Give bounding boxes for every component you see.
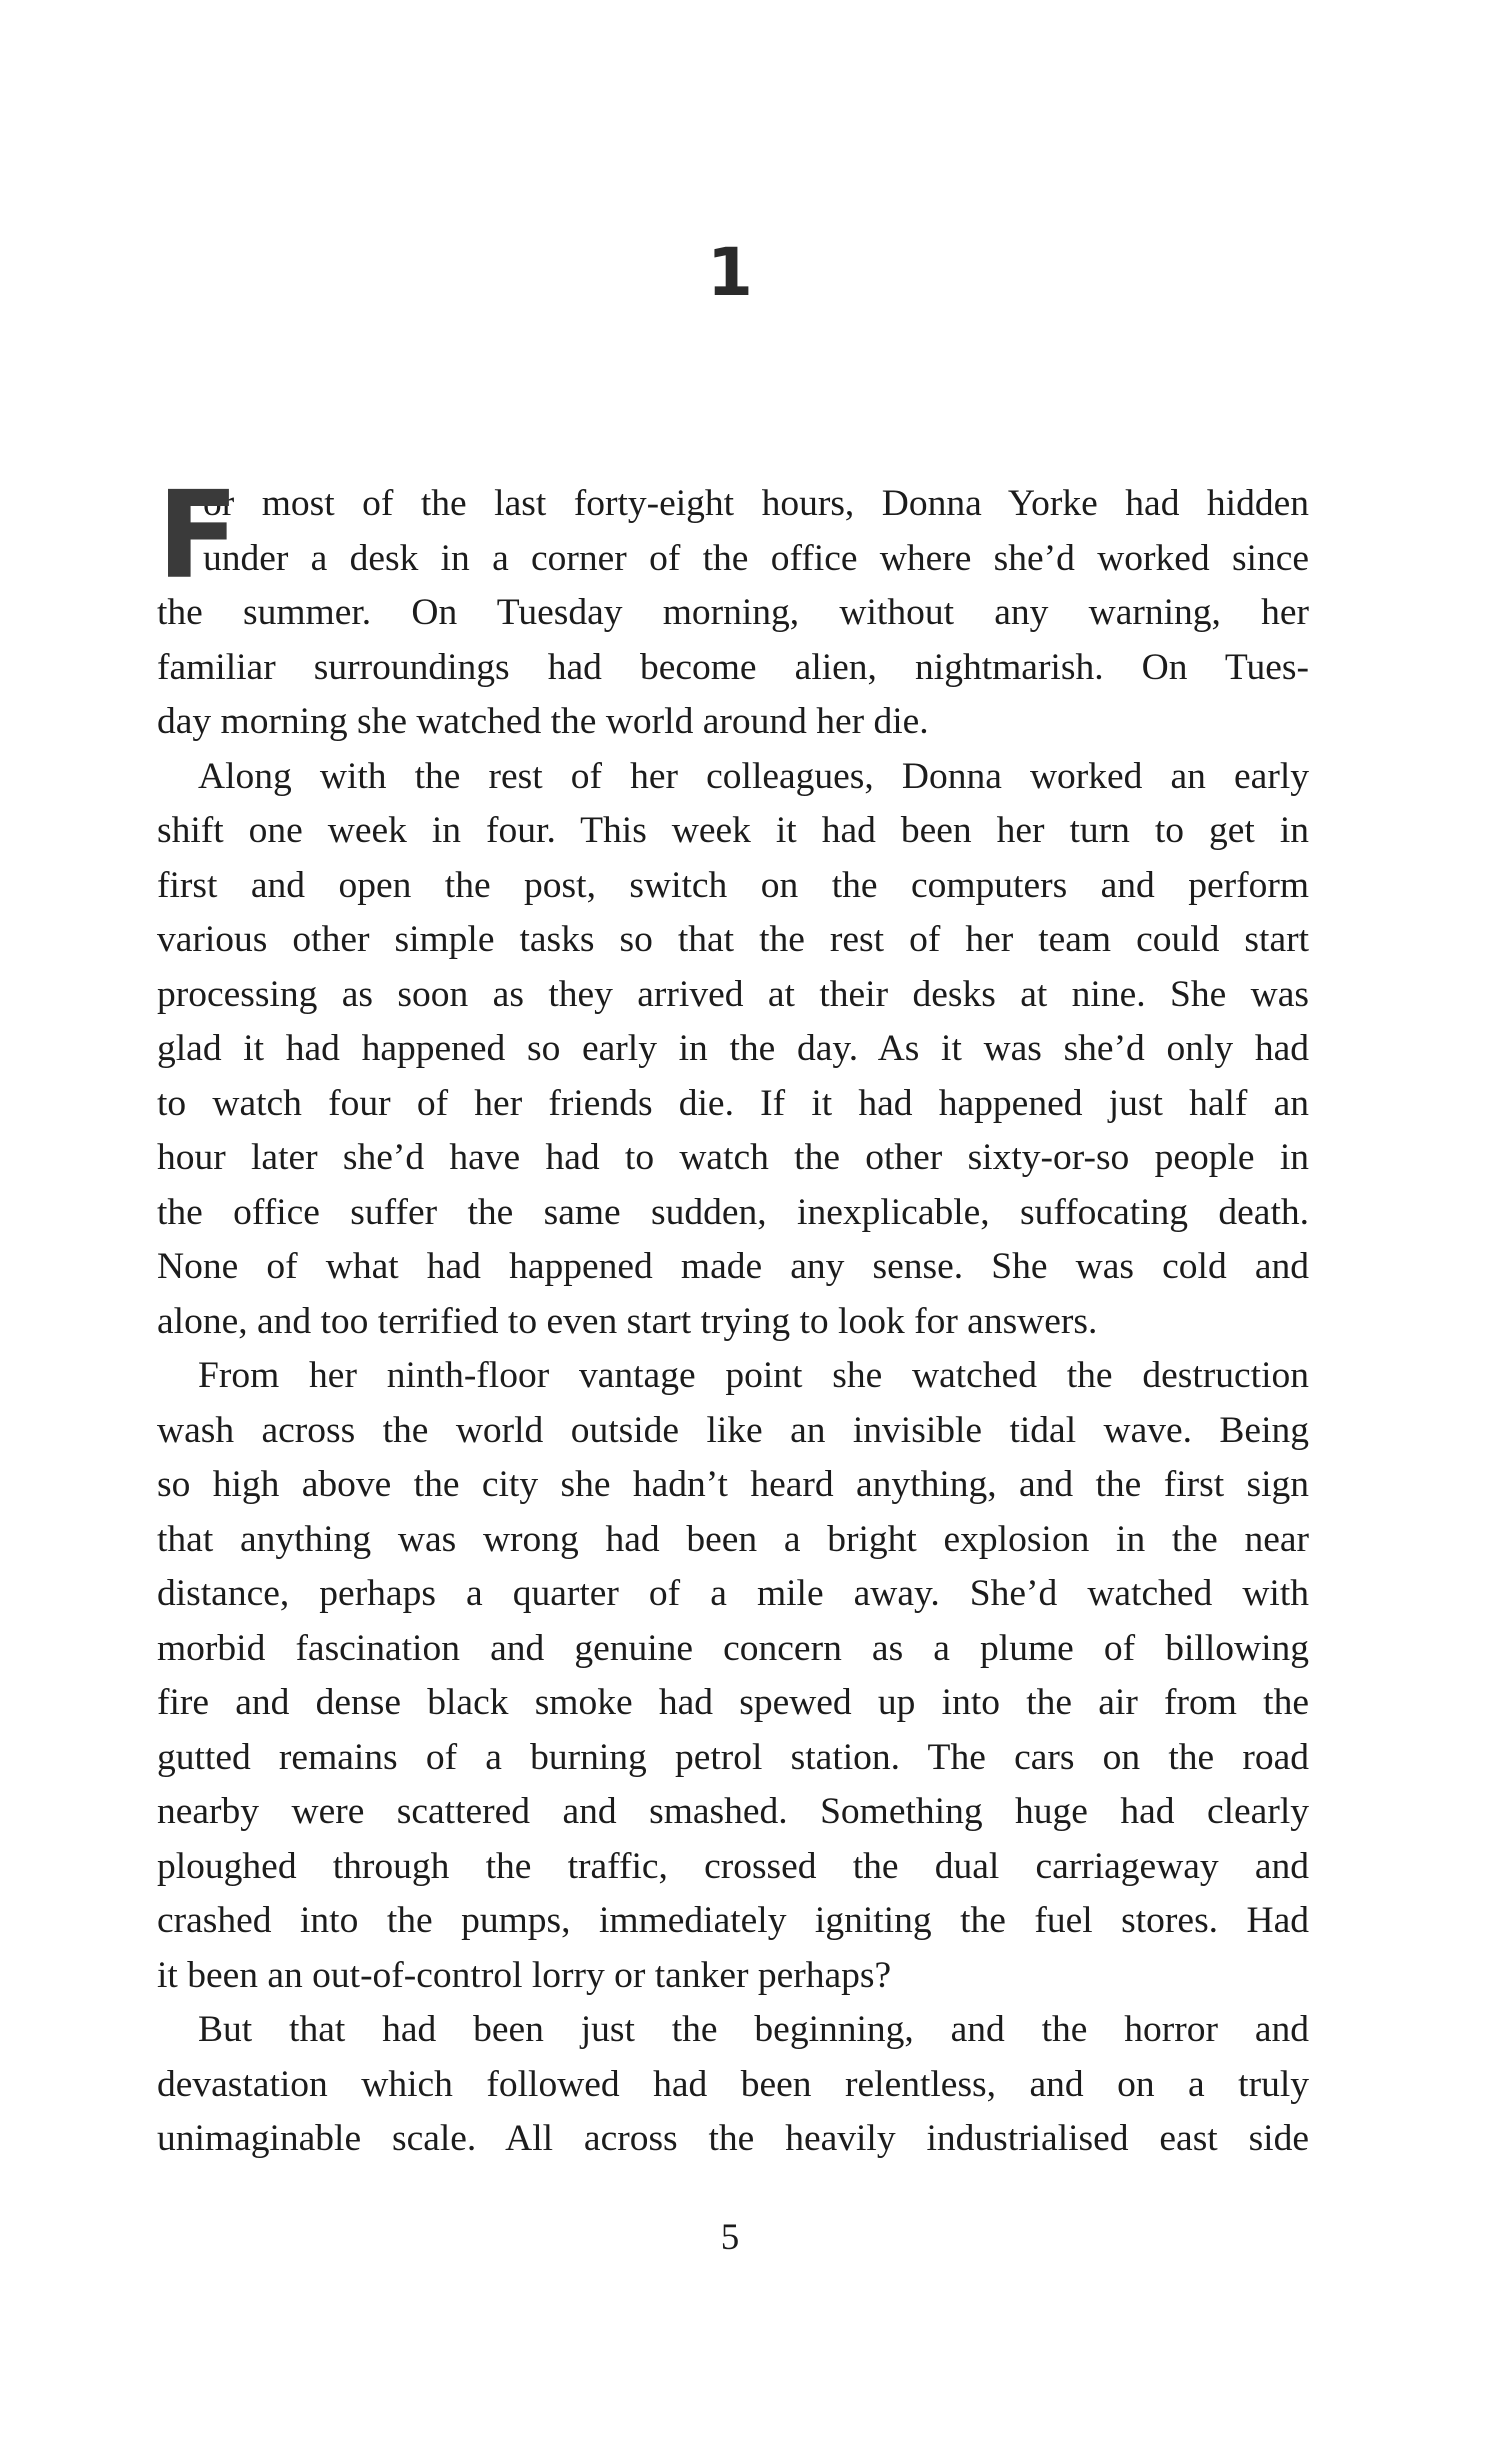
text-line: nearby were scattered and smashed. Something huge had clearly (157, 1791, 1309, 1832)
body-text (157, 467, 1309, 2167)
text-line: ploughed through the traffic, crossed the dual carriageway and (157, 1845, 1309, 1887)
text-line: shift one week in four. This week it had been her turn to get in (157, 810, 1309, 851)
text-line: first and open the post, switch on the computers and perform (157, 864, 1309, 906)
text-line: None of what had happened made any sense. She was cold and (157, 1246, 1309, 1287)
text-line: glad it had happened so early in the day. As it was she’d only had (157, 1028, 1309, 1069)
text-line: so high above the city she hadn’t heard anything, and the first sign (157, 1464, 1309, 1505)
text-line: Along with the rest of her colleagues, Donna worked an early (198, 755, 1309, 797)
text-line: alone, and too terrified to even start trying to look for answers. (157, 1300, 1098, 1342)
text-line: to watch four of her friends die. If it had happened just half an (157, 1082, 1309, 1124)
text-line: wash across the world outside like an invisible tidal wave. Being (157, 1409, 1309, 1451)
text-line: devastation which followed had been relentless, and on a truly (157, 2063, 1309, 2105)
text-line: various other simple tasks so that the rest of her team could start (157, 919, 1309, 960)
text-line: distance, perhaps a quarter of a mile away. She’d watched with (157, 1573, 1309, 1614)
text-line: unimaginable scale. All across the heavily industrialised east side (157, 2118, 1309, 2159)
text-line: From her ninth-floor vantage point she watched the destruction (198, 1355, 1309, 1396)
text-line: morbid fascination and genuine concern as a plume of billowing (157, 1627, 1309, 1669)
text-line: familiar surroundings had become alien, nightmarish. On Tues- (157, 646, 1309, 688)
text-line: that anything was wrong had been a bright explosion in the near (157, 1518, 1309, 1560)
text-line: under a desk in a corner of the office where she’d worked since (203, 537, 1309, 579)
text-line: the office suffer the same sudden, inexplicable, suffocating death. (157, 1191, 1309, 1233)
page-number: 5 (720, 2217, 740, 2258)
text-line: hour later she’d have had to watch the other sixty-or-so people in (157, 1137, 1309, 1178)
text-line: day morning she watched the world around her die. (157, 701, 929, 742)
text-line: processing as soon as they arrived at their desks at nine. She was (157, 973, 1309, 1015)
text-line: it been an out-of-control lorry or tanker perhaps? (157, 1954, 892, 1996)
text-line: But that had been just the beginning, and the horror and (198, 2009, 1309, 2050)
text-line: or most of the last forty-eight hours, Donna Yorke had hidden (203, 483, 1309, 524)
text-line: gutted remains of a burning petrol station. The cars on the road (157, 1736, 1309, 1778)
drop-cap: F (157, 467, 239, 606)
text-line: crashed into the pumps, immediately igniting the fuel stores. Had (157, 1900, 1309, 1941)
text-line: the summer. On Tuesday morning, without any warning, her (157, 592, 1309, 633)
chapter-number: 1 (707, 234, 753, 311)
text-line: fire and dense black smoke had spewed up into the air from the (157, 1682, 1309, 1723)
